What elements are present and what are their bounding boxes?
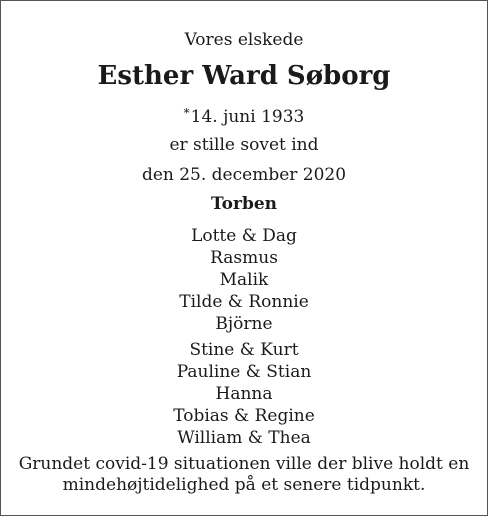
family-member: Hanna xyxy=(215,384,273,404)
family-member: Pauline & Stian xyxy=(176,362,312,382)
family-group-2 xyxy=(0,339,488,449)
family-member: Tilde & Ronnie xyxy=(179,292,309,312)
death-line-1: er stille sovet ind xyxy=(169,135,319,155)
birth-date: 14. juni 1933 xyxy=(190,107,305,127)
family-member: Rasmus xyxy=(210,248,278,268)
memorial-note-line-1: Grundet covid-19 situationen ville der blive holdt en xyxy=(18,454,470,474)
family-group-1 xyxy=(0,225,488,335)
family-member: Stine & Kurt xyxy=(189,340,299,360)
family-member: Lotte & Dag xyxy=(191,226,297,246)
family-member: Tobias & Regine xyxy=(173,406,315,426)
intro-text: Vores elskede xyxy=(184,30,304,50)
birth-line xyxy=(0,106,488,127)
memorial-note xyxy=(0,454,488,496)
family-member: Björne xyxy=(215,314,273,334)
death-line-2: den 25. december 2020 xyxy=(141,165,347,185)
spouse-name: Torben xyxy=(210,194,278,214)
memorial-note-line-2: mindehøjtidelighed på et senere tidpunkt. xyxy=(62,475,426,495)
family-member: Malik xyxy=(219,270,269,290)
birth-symbol: * xyxy=(183,106,190,120)
family-member: William & Thea xyxy=(177,428,311,448)
deceased-name: Esther Ward Søborg xyxy=(97,61,391,91)
